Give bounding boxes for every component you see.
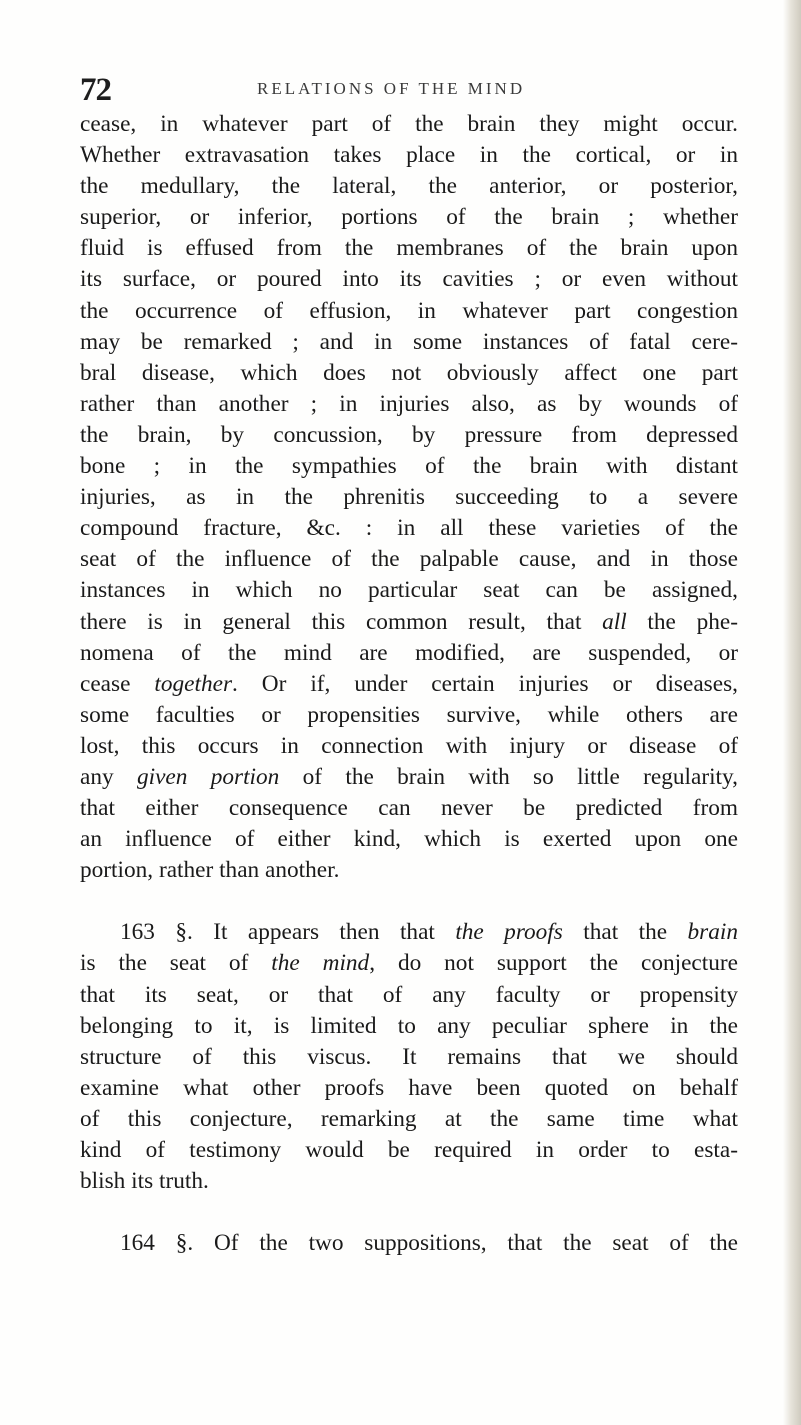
- text-line: rather than another ; in injuries also, as by wounds of: [80, 390, 738, 417]
- text-line: that either consequence can never be predicted from: [80, 795, 738, 822]
- text-line: is the seat of the mind, do not support the conjecture: [80, 950, 738, 977]
- text-line: structure of this viscus. It remains that we should: [80, 1043, 738, 1070]
- italic-emphasis: together: [154, 670, 233, 697]
- text-line: the brain, by concussion, by pressure from depressed: [80, 421, 738, 448]
- page-edge-shadow: [783, 0, 801, 1425]
- page-number: 72: [80, 72, 111, 108]
- text-line: that its seat, or that of any faculty or propensity: [80, 981, 738, 1008]
- text-line: instances in which no particular seat can be assigned,: [80, 577, 738, 604]
- text-line: an influence of either kind, which is exerted upon one: [80, 826, 738, 853]
- text-line: bone ; in the sympathies of the brain with distant: [80, 453, 738, 480]
- text-line: belonging to it, is limited to any peculiar sphere in the: [80, 1012, 738, 1039]
- text-line: portion, rather than another.: [80, 857, 340, 884]
- text-line: any given portion of the brain with so little regularity,: [80, 763, 738, 790]
- text-line: the occurrence of effusion, in whatever part congestion: [80, 297, 738, 324]
- text-line: superior, or inferior, portions of the brain ; whether: [80, 204, 738, 231]
- paragraph-gap: [80, 1197, 738, 1228]
- section-164-first-line: 164 §. Of the two suppositions, that the seat of the: [120, 1230, 738, 1257]
- text-line: may be remarked ; and in some instances of fatal cere-: [80, 328, 738, 355]
- text-line: fluid is effused from the membranes of the brain upon: [80, 235, 738, 262]
- text-line: examine what other proofs have been quoted on behalf: [80, 1074, 738, 1101]
- text-line: kind of testimony would be required in order to esta-: [80, 1137, 738, 1163]
- text-line: cease, in whatever part of the brain they might occur.: [80, 111, 738, 137]
- paragraph-gap: [80, 886, 738, 917]
- italic-emphasis: brain: [687, 919, 738, 946]
- text-line: cease together. Or if, under certain injuries or diseases,: [80, 670, 738, 697]
- text-line: nomena of the mind are modified, are suspended, or: [80, 639, 738, 666]
- text-line: Whether extravasation takes place in the cortical, or in: [80, 142, 738, 169]
- text-line: there is in general this common result, that all the phe-: [80, 608, 738, 635]
- section-163-first-line: 163 §. It appears then that the proofs that the brain: [120, 919, 738, 946]
- italic-emphasis: the proofs: [455, 919, 563, 946]
- text-line: the medullary, the lateral, the anterior, or posterior,: [80, 173, 738, 200]
- text-line: blish its truth.: [80, 1168, 209, 1195]
- text-line: some faculties or propensities survive, while others are: [80, 701, 738, 728]
- page-header: [80, 72, 720, 112]
- text-line: injuries, as in the phrenitis succeeding to a severe: [80, 484, 738, 511]
- running-head: RELATIONS OF THE MIND: [257, 79, 526, 98]
- text-line: seat of the influence of the palpable cause, and in those: [80, 546, 738, 573]
- text-line: lost, this occurs in connection with injury or disease of: [80, 732, 738, 759]
- italic-emphasis: the mind: [271, 950, 370, 977]
- body-text: [80, 109, 738, 1259]
- text-line: compound fracture, &c. : in all these varieties of the: [80, 515, 738, 542]
- text-line: its surface, or poured into its cavities ; or even without: [80, 266, 738, 293]
- italic-emphasis: all: [602, 608, 627, 635]
- text-line: of this conjecture, remarking at the same time what: [80, 1105, 738, 1132]
- italic-emphasis: given portion: [136, 763, 280, 790]
- text-line: bral disease, which does not obviously affect one part: [80, 359, 738, 386]
